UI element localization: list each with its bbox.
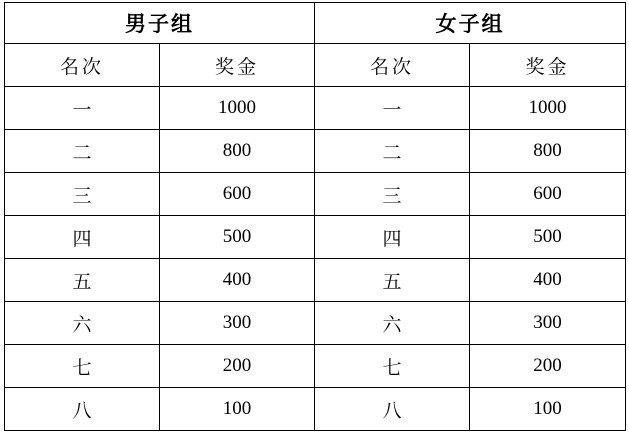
cell-mens-rank: 七: [5, 345, 160, 388]
cell-womens-prize: 1000: [470, 87, 626, 130]
table-row: [5, 345, 626, 388]
table-row: [5, 302, 626, 345]
column-header-womens-prize: 奖金: [470, 44, 626, 87]
group-header-mens: 男子组: [5, 3, 315, 44]
cell-mens-prize: 300: [160, 302, 315, 345]
cell-womens-rank: 五: [315, 259, 470, 302]
cell-mens-prize: 400: [160, 259, 315, 302]
cell-womens-prize: 600: [470, 173, 626, 216]
cell-womens-rank: 一: [315, 87, 470, 130]
cell-mens-prize: 600: [160, 173, 315, 216]
cell-mens-prize: 1000: [160, 87, 315, 130]
cell-womens-rank: 八: [315, 388, 470, 431]
table-row: [5, 388, 626, 431]
table-row-group-header: [5, 3, 626, 44]
column-header-womens-rank: 名次: [315, 44, 470, 87]
cell-womens-prize: 500: [470, 216, 626, 259]
cell-mens-rank: 五: [5, 259, 160, 302]
column-header-mens-rank: 名次: [5, 44, 160, 87]
cell-mens-rank: 四: [5, 216, 160, 259]
cell-womens-prize: 300: [470, 302, 626, 345]
cell-womens-prize: 100: [470, 388, 626, 431]
cell-womens-rank: 四: [315, 216, 470, 259]
cell-mens-rank: 八: [5, 388, 160, 431]
cell-mens-rank: 二: [5, 130, 160, 173]
table-row: [5, 216, 626, 259]
group-header-womens: 女子组: [315, 3, 626, 44]
document-page: [0, 2, 629, 441]
cell-mens-rank: 一: [5, 87, 160, 130]
cell-womens-prize: 200: [470, 345, 626, 388]
prize-money-table: [4, 2, 626, 431]
cell-womens-rank: 三: [315, 173, 470, 216]
table-row: [5, 259, 626, 302]
cell-womens-rank: 二: [315, 130, 470, 173]
cell-womens-rank: 七: [315, 345, 470, 388]
cell-mens-prize: 100: [160, 388, 315, 431]
cell-womens-prize: 800: [470, 130, 626, 173]
table-row: [5, 87, 626, 130]
table-row: [5, 130, 626, 173]
cell-mens-prize: 800: [160, 130, 315, 173]
cell-womens-prize: 400: [470, 259, 626, 302]
cell-womens-rank: 六: [315, 302, 470, 345]
cell-mens-rank: 六: [5, 302, 160, 345]
table-row-column-header: [5, 44, 626, 87]
cell-mens-rank: 三: [5, 173, 160, 216]
cell-mens-prize: 500: [160, 216, 315, 259]
table-row: [5, 173, 626, 216]
column-header-mens-prize: 奖金: [160, 44, 315, 87]
cell-mens-prize: 200: [160, 345, 315, 388]
